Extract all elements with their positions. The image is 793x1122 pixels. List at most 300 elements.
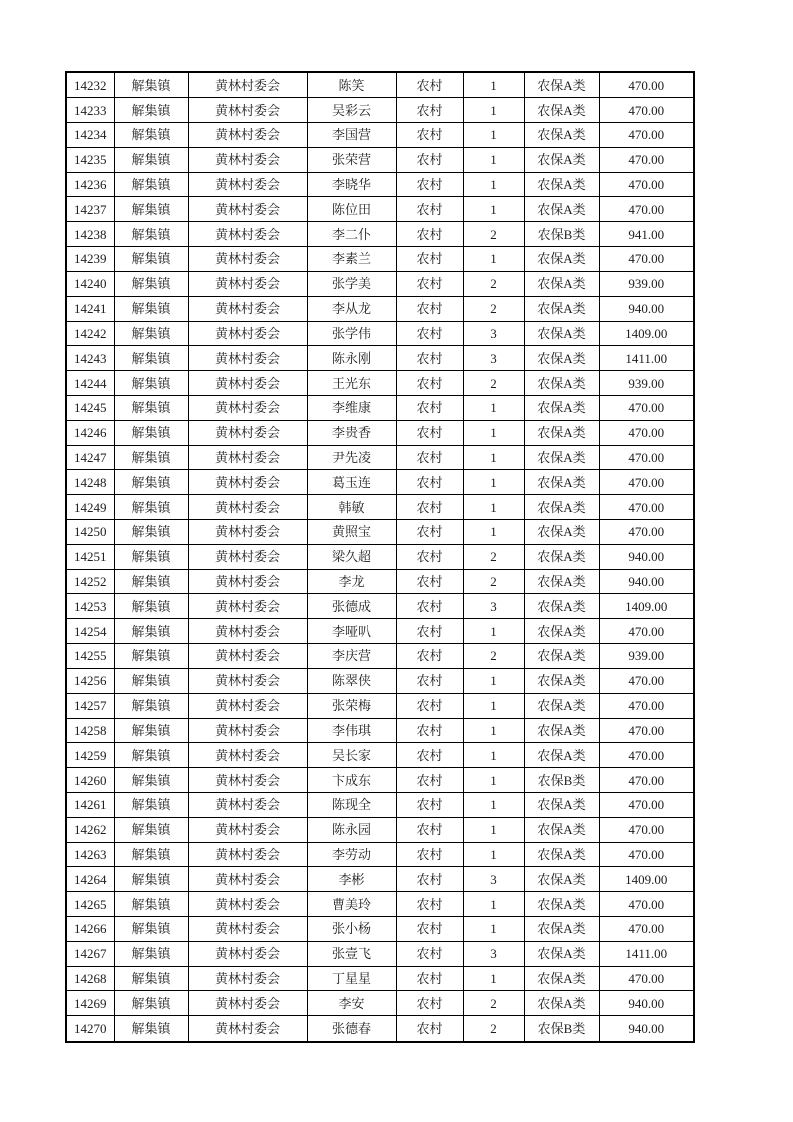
cell-person-name: 张学美 [307,271,396,296]
cell-village-committee: 黄林村委会 [188,147,307,172]
cell-village-committee: 黄林村委会 [188,72,307,98]
cell-insurance-category: 农保A类 [524,147,599,172]
cell-amount: 470.00 [599,718,694,743]
cell-serial-number: 14238 [66,222,114,247]
cell-town: 解集镇 [114,743,188,768]
cell-person-name: 葛玉连 [307,470,396,495]
cell-insurance-category: 农保A类 [524,966,599,991]
cell-person-count: 2 [463,544,524,569]
table-row [66,371,694,396]
cell-serial-number: 14266 [66,917,114,942]
table-row [66,222,694,247]
cell-town: 解集镇 [114,966,188,991]
cell-serial-number: 14237 [66,197,114,222]
cell-serial-number: 14248 [66,470,114,495]
cell-village-committee: 黄林村委会 [188,792,307,817]
cell-town: 解集镇 [114,222,188,247]
cell-town: 解集镇 [114,98,188,123]
cell-residence-type: 农村 [396,792,463,817]
cell-village-committee: 黄林村委会 [188,892,307,917]
cell-insurance-category: 农保B类 [524,1016,599,1042]
cell-serial-number: 14268 [66,966,114,991]
cell-person-name: 张德成 [307,594,396,619]
table-row [66,321,694,346]
cell-town: 解集镇 [114,470,188,495]
cell-residence-type: 农村 [396,296,463,321]
cell-residence-type: 农村 [396,892,463,917]
table-row [66,718,694,743]
cell-town: 解集镇 [114,1016,188,1042]
cell-town: 解集镇 [114,768,188,793]
records-table [65,71,695,1043]
table-row [66,98,694,123]
cell-residence-type: 农村 [396,569,463,594]
cell-insurance-category: 农保A类 [524,619,599,644]
cell-person-name: 李晓华 [307,172,396,197]
cell-amount: 470.00 [599,247,694,272]
cell-village-committee: 黄林村委会 [188,346,307,371]
table-row [66,991,694,1016]
cell-person-name: 黄照宝 [307,520,396,545]
cell-village-committee: 黄林村委会 [188,693,307,718]
cell-insurance-category: 农保A类 [524,197,599,222]
cell-person-name: 李彬 [307,867,396,892]
cell-town: 解集镇 [114,420,188,445]
cell-amount: 470.00 [599,768,694,793]
cell-insurance-category: 农保A类 [524,743,599,768]
cell-person-count: 2 [463,644,524,669]
table-row [66,395,694,420]
cell-village-committee: 黄林村委会 [188,718,307,743]
table-row [66,197,694,222]
cell-serial-number: 14249 [66,495,114,520]
cell-serial-number: 14239 [66,247,114,272]
cell-amount: 939.00 [599,371,694,396]
cell-person-name: 李贵香 [307,420,396,445]
cell-residence-type: 农村 [396,544,463,569]
cell-insurance-category: 农保A类 [524,371,599,396]
cell-residence-type: 农村 [396,247,463,272]
cell-village-committee: 黄林村委会 [188,569,307,594]
cell-amount: 470.00 [599,917,694,942]
cell-person-count: 1 [463,693,524,718]
cell-amount: 470.00 [599,817,694,842]
cell-person-count: 1 [463,817,524,842]
cell-amount: 470.00 [599,395,694,420]
cell-person-count: 3 [463,321,524,346]
cell-insurance-category: 农保A类 [524,445,599,470]
cell-residence-type: 农村 [396,445,463,470]
cell-person-name: 尹先凌 [307,445,396,470]
cell-residence-type: 农村 [396,321,463,346]
cell-person-name: 曹美玲 [307,892,396,917]
cell-serial-number: 14242 [66,321,114,346]
cell-insurance-category: 农保A类 [524,668,599,693]
cell-village-committee: 黄林村委会 [188,743,307,768]
cell-residence-type: 农村 [396,966,463,991]
cell-town: 解集镇 [114,792,188,817]
cell-person-count: 3 [463,594,524,619]
table-row [66,892,694,917]
cell-person-count: 1 [463,172,524,197]
cell-amount: 470.00 [599,842,694,867]
cell-residence-type: 农村 [396,197,463,222]
cell-insurance-category: 农保A类 [524,470,599,495]
cell-insurance-category: 农保A类 [524,247,599,272]
cell-insurance-category: 农保A类 [524,495,599,520]
cell-serial-number: 14245 [66,395,114,420]
cell-person-count: 1 [463,842,524,867]
table-row [66,123,694,148]
cell-insurance-category: 农保B类 [524,768,599,793]
cell-residence-type: 农村 [396,222,463,247]
cell-insurance-category: 农保A类 [524,72,599,98]
cell-town: 解集镇 [114,842,188,867]
cell-amount: 940.00 [599,991,694,1016]
table-row [66,247,694,272]
cell-insurance-category: 农保A类 [524,395,599,420]
table-row [66,668,694,693]
cell-amount: 1409.00 [599,867,694,892]
cell-amount: 940.00 [599,569,694,594]
cell-insurance-category: 农保A类 [524,842,599,867]
cell-serial-number: 14255 [66,644,114,669]
cell-person-count: 1 [463,768,524,793]
table-row [66,644,694,669]
cell-village-committee: 黄林村委会 [188,941,307,966]
cell-person-name: 李国营 [307,123,396,148]
table-row [66,544,694,569]
cell-serial-number: 14243 [66,346,114,371]
cell-person-name: 李素兰 [307,247,396,272]
cell-residence-type: 农村 [396,147,463,172]
cell-town: 解集镇 [114,668,188,693]
table-row [66,147,694,172]
cell-residence-type: 农村 [396,371,463,396]
cell-person-name: 陈翠侠 [307,668,396,693]
cell-residence-type: 农村 [396,470,463,495]
cell-person-name: 吴长家 [307,743,396,768]
cell-serial-number: 14250 [66,520,114,545]
cell-serial-number: 14241 [66,296,114,321]
table-row [66,495,694,520]
table-row [66,470,694,495]
cell-person-count: 3 [463,346,524,371]
cell-amount: 470.00 [599,420,694,445]
table-row [66,296,694,321]
cell-person-count: 2 [463,1016,524,1042]
cell-serial-number: 14246 [66,420,114,445]
cell-person-name: 卞成东 [307,768,396,793]
cell-insurance-category: 农保A类 [524,98,599,123]
cell-amount: 470.00 [599,743,694,768]
cell-person-name: 张小杨 [307,917,396,942]
cell-serial-number: 14262 [66,817,114,842]
cell-village-committee: 黄林村委会 [188,395,307,420]
cell-serial-number: 14252 [66,569,114,594]
table-row [66,842,694,867]
cell-insurance-category: 农保A类 [524,644,599,669]
cell-person-count: 1 [463,668,524,693]
cell-residence-type: 农村 [396,1016,463,1042]
cell-insurance-category: 农保A类 [524,792,599,817]
cell-village-committee: 黄林村委会 [188,296,307,321]
cell-amount: 470.00 [599,172,694,197]
cell-person-name: 李庆营 [307,644,396,669]
table-row [66,594,694,619]
cell-amount: 1409.00 [599,321,694,346]
records-table-body [66,72,694,1042]
cell-person-count: 1 [463,420,524,445]
cell-insurance-category: 农保B类 [524,222,599,247]
cell-town: 解集镇 [114,395,188,420]
cell-insurance-category: 农保A类 [524,569,599,594]
cell-town: 解集镇 [114,941,188,966]
cell-village-committee: 黄林村委会 [188,966,307,991]
cell-town: 解集镇 [114,495,188,520]
table-row [66,346,694,371]
cell-person-name: 王光东 [307,371,396,396]
cell-village-committee: 黄林村委会 [188,123,307,148]
cell-serial-number: 14256 [66,668,114,693]
cell-residence-type: 农村 [396,619,463,644]
cell-person-name: 李伟琪 [307,718,396,743]
cell-person-name: 陈位田 [307,197,396,222]
cell-residence-type: 农村 [396,72,463,98]
cell-residence-type: 农村 [396,991,463,1016]
cell-person-count: 1 [463,966,524,991]
cell-amount: 470.00 [599,495,694,520]
cell-amount: 1409.00 [599,594,694,619]
cell-residence-type: 农村 [396,495,463,520]
cell-amount: 470.00 [599,123,694,148]
cell-residence-type: 农村 [396,842,463,867]
table-row [66,966,694,991]
cell-village-committee: 黄林村委会 [188,445,307,470]
cell-village-committee: 黄林村委会 [188,520,307,545]
table-row [66,917,694,942]
cell-person-name: 陈现全 [307,792,396,817]
cell-amount: 470.00 [599,445,694,470]
cell-serial-number: 14259 [66,743,114,768]
cell-insurance-category: 农保A类 [524,520,599,545]
cell-town: 解集镇 [114,917,188,942]
cell-insurance-category: 农保A类 [524,991,599,1016]
cell-village-committee: 黄林村委会 [188,644,307,669]
cell-person-name: 陈永园 [307,817,396,842]
cell-insurance-category: 农保A类 [524,172,599,197]
cell-insurance-category: 农保A类 [524,718,599,743]
cell-insurance-category: 农保A类 [524,296,599,321]
cell-amount: 470.00 [599,892,694,917]
table-row [66,271,694,296]
cell-person-count: 1 [463,72,524,98]
cell-serial-number: 14254 [66,619,114,644]
cell-residence-type: 农村 [396,941,463,966]
cell-residence-type: 农村 [396,594,463,619]
cell-person-count: 3 [463,867,524,892]
cell-serial-number: 14257 [66,693,114,718]
cell-village-committee: 黄林村委会 [188,1016,307,1042]
cell-person-count: 1 [463,917,524,942]
cell-town: 解集镇 [114,123,188,148]
table-row [66,172,694,197]
cell-person-count: 1 [463,495,524,520]
cell-amount: 470.00 [599,72,694,98]
cell-residence-type: 农村 [396,718,463,743]
cell-serial-number: 14258 [66,718,114,743]
cell-insurance-category: 农保A类 [524,594,599,619]
table-row [66,941,694,966]
cell-person-name: 吴彩云 [307,98,396,123]
cell-amount: 470.00 [599,98,694,123]
cell-insurance-category: 农保A类 [524,346,599,371]
cell-town: 解集镇 [114,569,188,594]
cell-village-committee: 黄林村委会 [188,470,307,495]
cell-town: 解集镇 [114,693,188,718]
cell-person-count: 1 [463,247,524,272]
cell-amount: 470.00 [599,668,694,693]
cell-serial-number: 14234 [66,123,114,148]
cell-residence-type: 农村 [396,644,463,669]
cell-person-count: 2 [463,222,524,247]
cell-person-name: 陈永刚 [307,346,396,371]
cell-town: 解集镇 [114,296,188,321]
cell-village-committee: 黄林村委会 [188,495,307,520]
cell-serial-number: 14235 [66,147,114,172]
cell-person-count: 1 [463,718,524,743]
cell-town: 解集镇 [114,346,188,371]
cell-insurance-category: 农保A类 [524,544,599,569]
cell-residence-type: 农村 [396,867,463,892]
cell-insurance-category: 农保A类 [524,420,599,445]
cell-person-count: 1 [463,147,524,172]
table-row [66,743,694,768]
cell-person-count: 1 [463,395,524,420]
cell-residence-type: 农村 [396,917,463,942]
table-row [66,768,694,793]
cell-person-name: 李哑叭 [307,619,396,644]
cell-insurance-category: 农保A类 [524,867,599,892]
cell-person-count: 1 [463,123,524,148]
cell-town: 解集镇 [114,594,188,619]
cell-residence-type: 农村 [396,520,463,545]
cell-town: 解集镇 [114,147,188,172]
cell-person-count: 1 [463,520,524,545]
cell-amount: 940.00 [599,296,694,321]
cell-person-name: 张荣梅 [307,693,396,718]
cell-town: 解集镇 [114,72,188,98]
cell-town: 解集镇 [114,172,188,197]
cell-serial-number: 14253 [66,594,114,619]
cell-serial-number: 14267 [66,941,114,966]
table-row [66,867,694,892]
table-row [66,693,694,718]
cell-town: 解集镇 [114,371,188,396]
cell-village-committee: 黄林村委会 [188,991,307,1016]
cell-town: 解集镇 [114,644,188,669]
cell-serial-number: 14244 [66,371,114,396]
cell-person-count: 1 [463,445,524,470]
cell-amount: 470.00 [599,147,694,172]
cell-serial-number: 14260 [66,768,114,793]
cell-village-committee: 黄林村委会 [188,842,307,867]
cell-insurance-category: 农保A类 [524,817,599,842]
cell-insurance-category: 农保A类 [524,123,599,148]
cell-serial-number: 14264 [66,867,114,892]
cell-amount: 941.00 [599,222,694,247]
cell-residence-type: 农村 [396,768,463,793]
table-row [66,619,694,644]
cell-village-committee: 黄林村委会 [188,197,307,222]
cell-village-committee: 黄林村委会 [188,98,307,123]
cell-serial-number: 14247 [66,445,114,470]
cell-person-name: 李维康 [307,395,396,420]
cell-insurance-category: 农保A类 [524,892,599,917]
cell-town: 解集镇 [114,321,188,346]
cell-village-committee: 黄林村委会 [188,172,307,197]
cell-amount: 470.00 [599,197,694,222]
cell-residence-type: 农村 [396,420,463,445]
cell-village-committee: 黄林村委会 [188,867,307,892]
cell-person-name: 张壹飞 [307,941,396,966]
table-row [66,569,694,594]
cell-person-name: 李安 [307,991,396,1016]
cell-town: 解集镇 [114,445,188,470]
cell-amount: 470.00 [599,470,694,495]
cell-person-name: 李劳动 [307,842,396,867]
table-row [66,72,694,98]
cell-amount: 470.00 [599,693,694,718]
cell-town: 解集镇 [114,892,188,917]
cell-village-committee: 黄林村委会 [188,668,307,693]
cell-amount: 470.00 [599,520,694,545]
cell-town: 解集镇 [114,247,188,272]
cell-residence-type: 农村 [396,668,463,693]
cell-village-committee: 黄林村委会 [188,544,307,569]
cell-village-committee: 黄林村委会 [188,247,307,272]
cell-insurance-category: 农保A类 [524,321,599,346]
cell-amount: 470.00 [599,619,694,644]
cell-town: 解集镇 [114,991,188,1016]
cell-amount: 940.00 [599,1016,694,1042]
cell-town: 解集镇 [114,867,188,892]
cell-amount: 1411.00 [599,941,694,966]
cell-person-count: 1 [463,619,524,644]
cell-serial-number: 14263 [66,842,114,867]
cell-residence-type: 农村 [396,743,463,768]
cell-person-name: 张学伟 [307,321,396,346]
cell-residence-type: 农村 [396,346,463,371]
cell-village-committee: 黄林村委会 [188,768,307,793]
cell-person-count: 1 [463,197,524,222]
cell-person-count: 1 [463,743,524,768]
cell-person-name: 张德春 [307,1016,396,1042]
cell-residence-type: 农村 [396,98,463,123]
cell-village-committee: 黄林村委会 [188,619,307,644]
cell-person-name: 丁星星 [307,966,396,991]
table-row [66,1016,694,1042]
cell-residence-type: 农村 [396,395,463,420]
cell-village-committee: 黄林村委会 [188,371,307,396]
cell-residence-type: 农村 [396,693,463,718]
cell-person-count: 2 [463,991,524,1016]
cell-person-name: 韩敏 [307,495,396,520]
cell-town: 解集镇 [114,197,188,222]
cell-insurance-category: 农保A类 [524,271,599,296]
cell-serial-number: 14251 [66,544,114,569]
table-row [66,520,694,545]
